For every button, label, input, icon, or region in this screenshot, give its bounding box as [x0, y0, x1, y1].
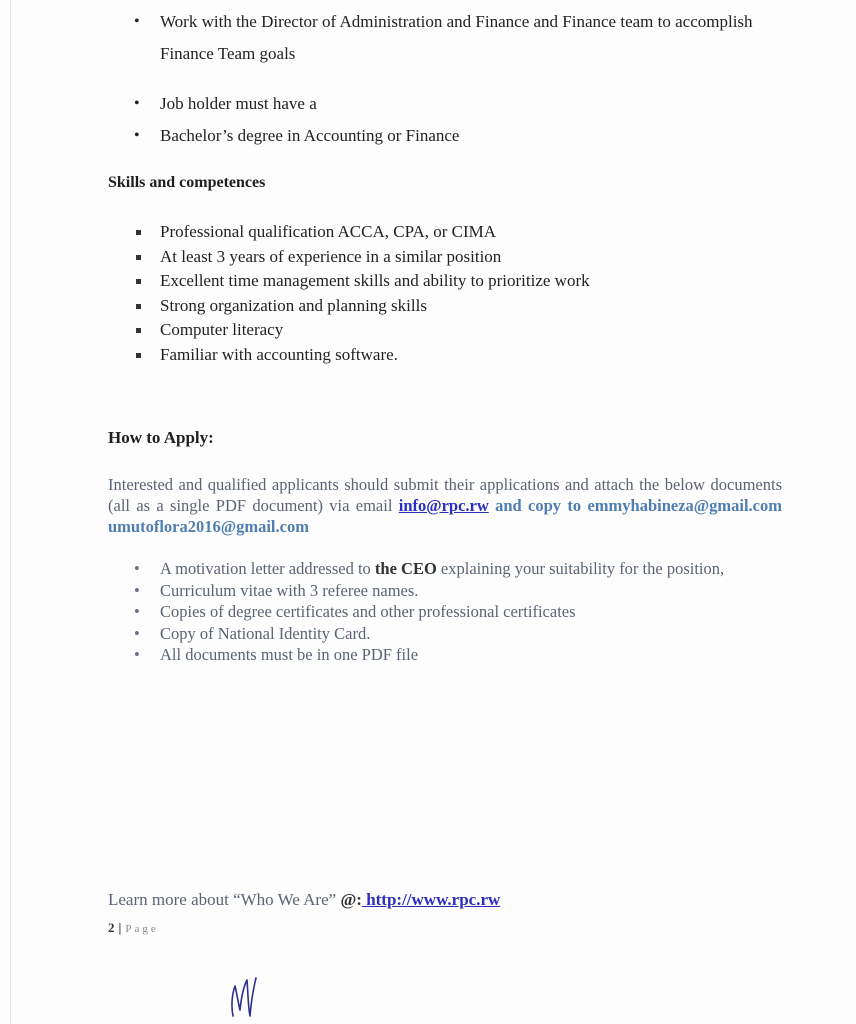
website-link[interactable]: http://www.rpc.rw	[361, 890, 501, 909]
list-item: • All documents must be in one PDF file	[160, 644, 782, 666]
list-item: • Curriculum vitae with 3 referee names.	[160, 580, 782, 602]
copy-to-emails: and copy to emmyhabineza@gmail.com umutoflora2016@gmail.com	[108, 496, 782, 536]
doc-text: A motivation letter addressed to	[160, 559, 375, 578]
list-item: • Copy of National Identity Card.	[160, 623, 782, 645]
list-item: • Job holder must have a	[160, 88, 459, 120]
footer-text: Learn more about “Who We Are”	[108, 890, 341, 909]
skills-list	[160, 220, 590, 368]
list-item: • Bachelor’s degree in Accounting or Finance	[160, 120, 459, 152]
list-item: • Copies of degree certificates and other professional certificates	[160, 601, 782, 623]
list-item: At least 3 years of experience in a similar position	[160, 245, 590, 270]
page-number-separator: |	[118, 920, 122, 935]
documents-list	[160, 558, 782, 666]
requirements-list	[160, 88, 459, 152]
apply-instructions	[108, 474, 782, 537]
apply-heading: How to Apply:	[108, 428, 214, 447]
page-edge-line	[10, 0, 11, 1024]
list-item: Professional qualification ACCA, CPA, or CIMA	[160, 220, 590, 245]
doc-emphasis: the CEO	[374, 559, 437, 578]
list-item: Strong organization and planning skills	[160, 294, 590, 319]
duties-list	[160, 6, 780, 70]
handwritten-initial	[226, 972, 266, 1020]
page-number	[108, 920, 159, 936]
apply-intro-text: Interested and qualified applicants should submit their applications and attach the below documents (all as a single PDF document) via email	[108, 475, 782, 515]
email-link[interactable]: info@rpc.rw	[398, 496, 489, 515]
skills-heading: Skills and competences	[108, 174, 266, 191]
footer-note	[108, 890, 500, 910]
page-number-value: 2	[108, 920, 115, 935]
footer-at: @:	[340, 890, 362, 909]
list-item: Familiar with accounting software.	[160, 343, 590, 368]
page-word: Page	[125, 923, 159, 935]
doc-text: explaining your suitability for the position,	[436, 559, 725, 578]
list-item: • Work with the Director of Administration and Finance and Finance team to accomplish Finance Team goals	[160, 6, 780, 70]
list-item	[160, 558, 782, 580]
list-item: Computer literacy	[160, 318, 590, 343]
list-item: Excellent time management skills and ability to prioritize work	[160, 269, 590, 294]
